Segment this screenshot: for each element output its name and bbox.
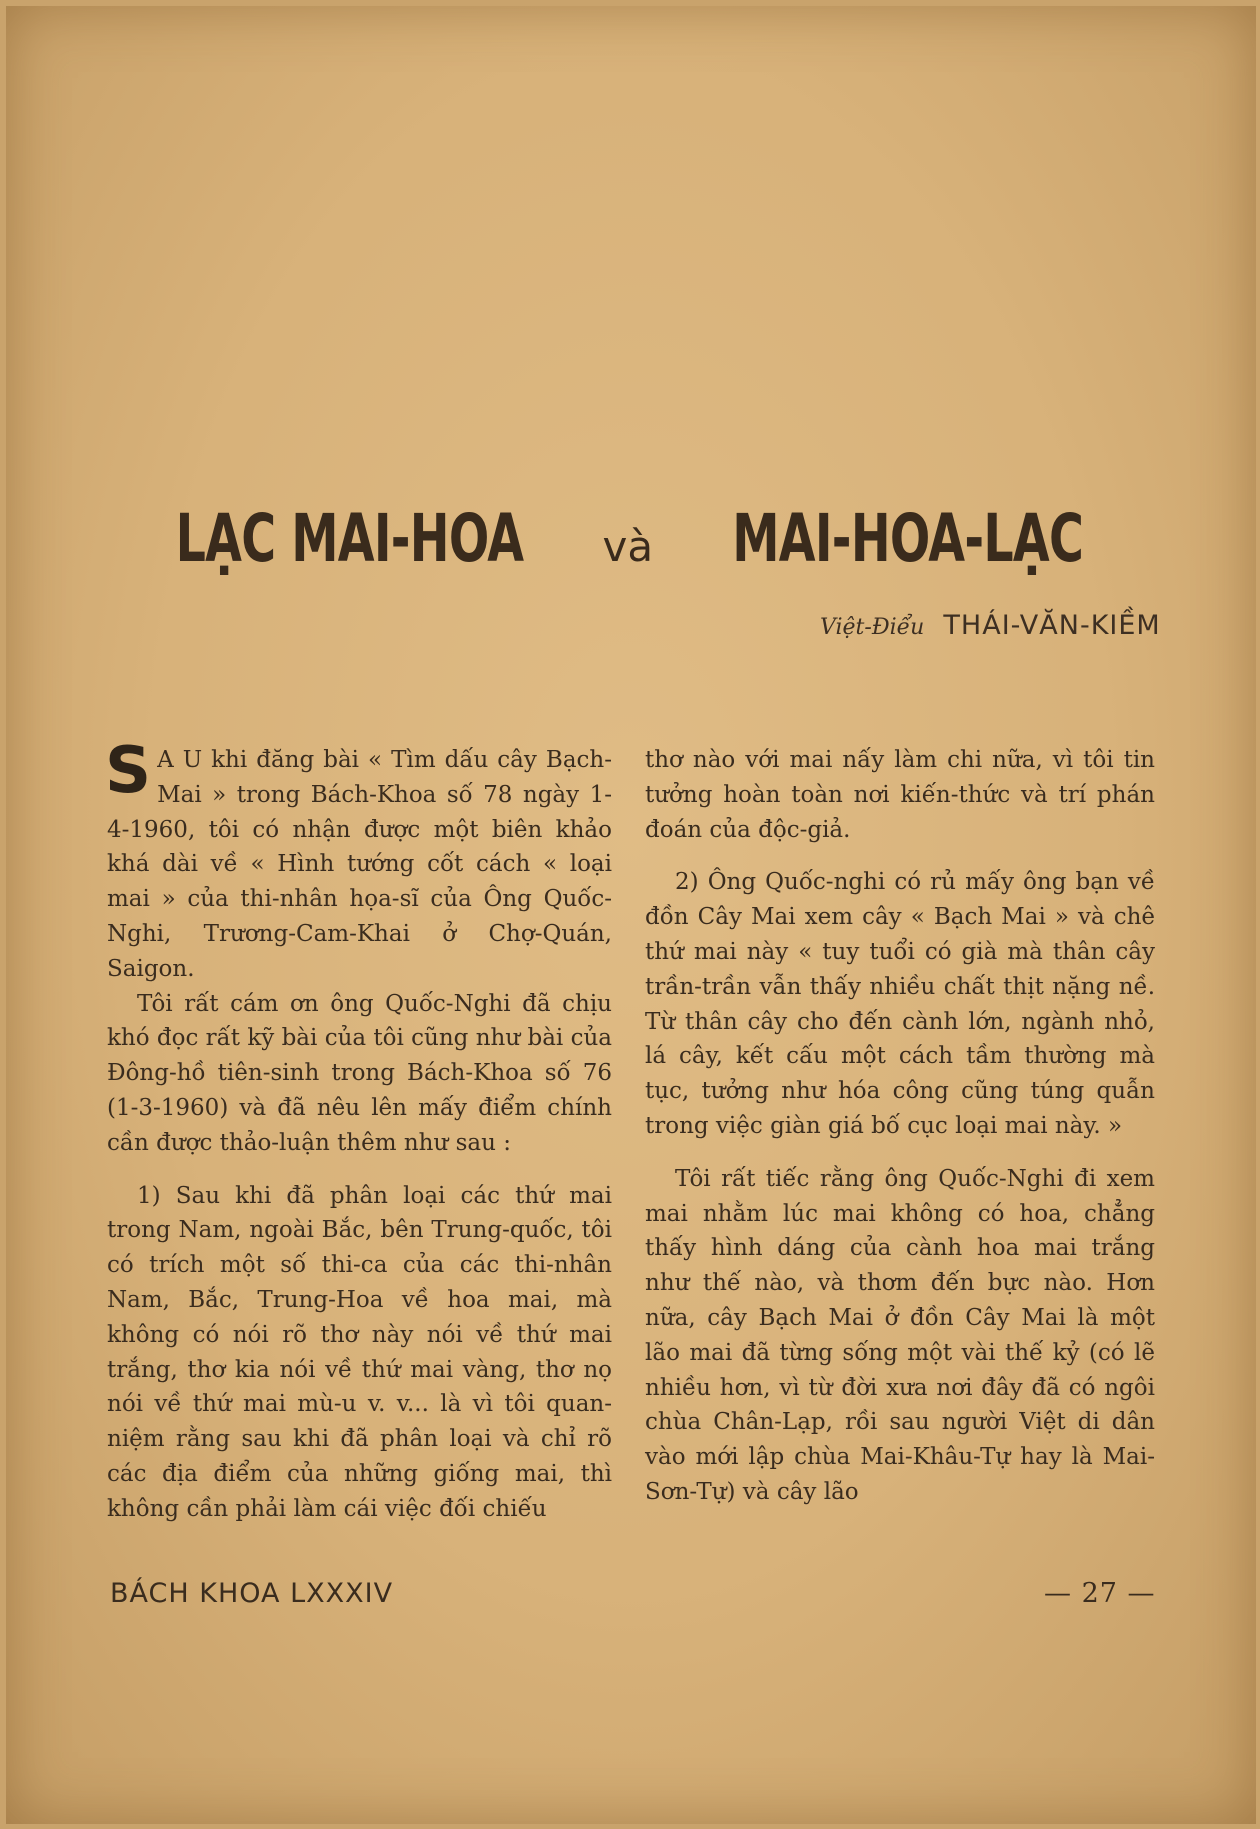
paragraph: 2) Ông Quốc-nghi có rủ mấy ông bạn về đồn Cây Mai xem cây « Bạch Mai » và chê thứ mai này « tuy tuổi có già mà thân cây trần-trần vẫn thấy nhiều chất thịt nặng nề. Từ thân cây cho đến cành lớn, ngành nhỏ, lá cây, kết cấu một cách tầm thường mà tục, tưởng như hóa công cũng túng quẫn trong việc giàn giá bố cục loại mai này. »: [645, 869, 1155, 1139]
paragraph-intro: [105, 734, 612, 987]
publication-name: BÁCH KHOA LXXXIV: [110, 1578, 394, 1609]
paragraph: Tôi rất tiếc rằng ông Quốc-Nghi đi xem mai nhằm lúc mai không có hoa, chẳng thấy hình dáng của cành hoa mai trắng như thế nào, và thơm đến bực nào. Hơn nữa, cây Bạch Mai ở đồn Cây Mai là một lão mai đã từng sống một vài thế kỷ (có lẽ nhiều hơn, vì từ đời xưa nơi đây đã có ngôi chùa Chân-Lạp, rồi sau người Việt di dân vào mới lập chùa Mai-Khâu-Tự hay là Mai-Sơn-Tự) và cây lão: [645, 1165, 1155, 1505]
paragraph: 1) Sau khi đã phân loại các thứ mai trong Nam, ngoài Bắc, bên Trung-quốc, tôi có trích một số thi-ca của các thi-nhân Nam, Bắc, Trung-Hoa về hoa mai, mà không có nói rõ thơ này nói về thứ mai trắng, thơ kia nói về thứ mai vàng, thơ nọ nói về thứ mai mù-u v. v... là vì tôi quan-niệm rằng sau khi đã phân loại và chỉ rõ các địa điểm của những giống mai, thì không cần phải làm cái việc đối chiếu: [107, 1182, 612, 1522]
title-connector: và: [602, 522, 654, 571]
author-name: THÁI-VĂN-KIỀM: [943, 610, 1161, 641]
right-column: [645, 743, 1155, 1510]
author-pen-name: Việt-Điểu: [820, 615, 925, 640]
title-part2: MAI-HOA-LẠC: [732, 500, 1084, 577]
title-part1: LẠC MAI-HOA: [176, 500, 524, 577]
byline: [820, 610, 1161, 641]
drop-cap: S: [105, 734, 152, 808]
page-number: — 27 —: [1044, 1578, 1156, 1609]
paragraph: thơ nào với mai nấy làm chi nữa, vì tôi tin tưởng hoàn toàn nơi kiến-thức và trí phán đoán của độc-giả.: [645, 747, 1155, 843]
paragraph-intro-text: A U khi đăng bài « Tìm dấu cây Bạch-Mai » trong Bách-Khoa số 78 ngày 1-4-1960, tôi có nhận được một biên khảo khá dài về « Hình tướng cốt cách « loại mai » của thi-nhân họa-sĩ của Ông Quốc-Nghi, Trương-Cam-Khai ở Chợ-Quán, Saigon.: [107, 747, 612, 982]
left-column: [105, 734, 612, 1527]
paragraph: Tôi rất cám ơn ông Quốc-Nghi đã chịu khó đọc rất kỹ bài của tôi cũng như bài của Đông-hồ tiên-sinh trong Bách-Khoa số 76 (1-3-1960) và đã nêu lên mấy điểm chính cần được thảo-luận thêm như sau :: [107, 990, 612, 1156]
article-title: [0, 500, 1260, 577]
